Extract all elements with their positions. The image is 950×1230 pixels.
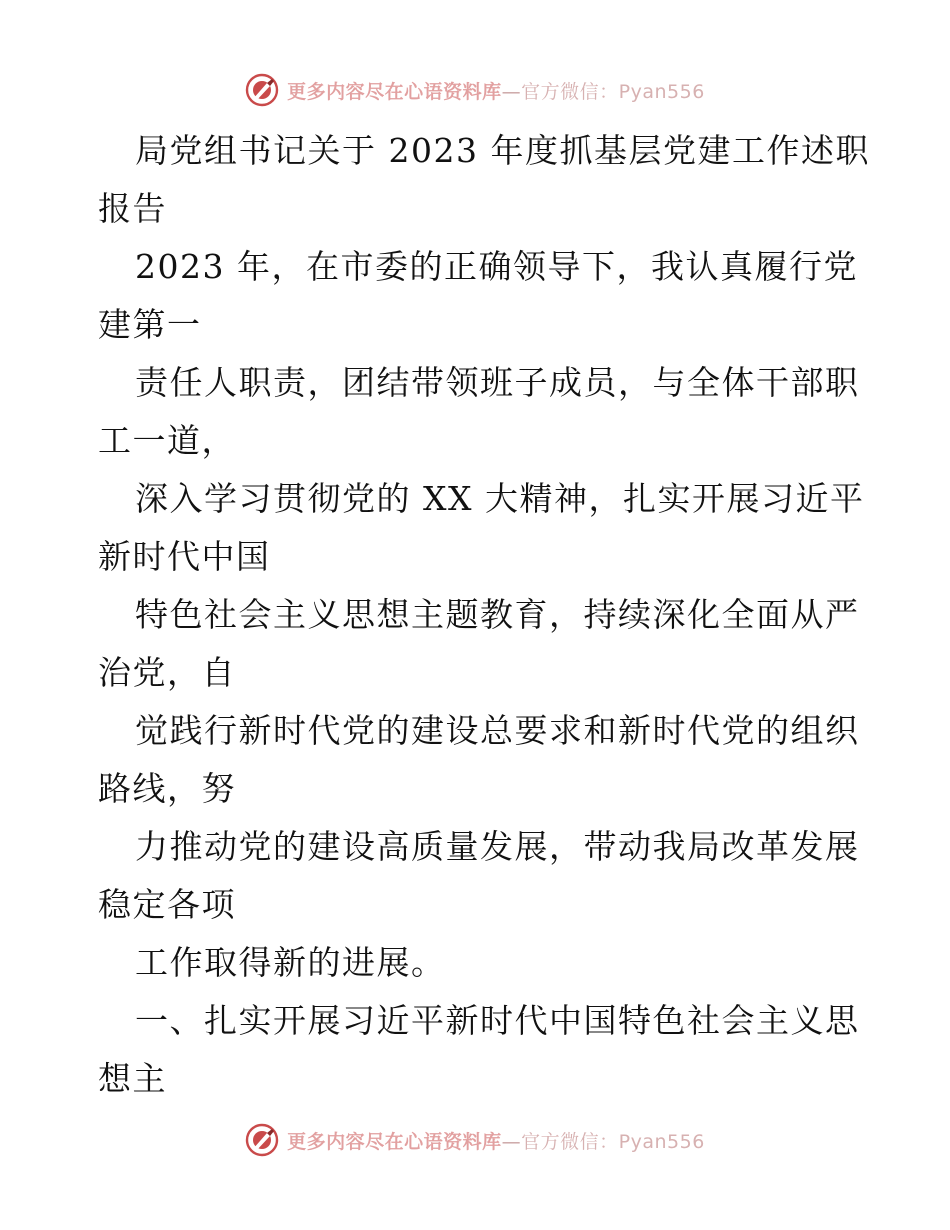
paragraph-line: 特色社会主义思想主题教育，持续深化全面从严: [135, 595, 860, 634]
pen-logo-icon: [245, 1123, 279, 1157]
paragraph-line: 深入学习贯彻党的 XX 大精神，扎实开展习近平: [135, 479, 865, 518]
paragraph-line: 稳定各项: [98, 885, 236, 924]
watermark-wechat-text: 官方微信：Pyan556: [521, 80, 705, 103]
title-line-1: 局党组书记关于 2023 年度抓基层党建工作述职: [135, 131, 870, 170]
watermark-wechat-text: 官方微信：Pyan556: [521, 1130, 705, 1153]
paragraph-line: 工一道，: [98, 421, 236, 460]
document-body: [98, 122, 870, 1108]
watermark-text: [287, 77, 705, 104]
paragraph-line: 新时代中国: [98, 537, 271, 576]
paragraph-line: 觉践行新时代党的建设总要求和新时代党的组织: [135, 711, 860, 750]
paragraph-line: 治党，自: [98, 653, 236, 692]
watermark-separator: —: [501, 80, 522, 103]
pen-logo-icon: [245, 73, 279, 107]
paragraph-line: 力推动党的建设高质量发展，带动我局改革发展: [135, 827, 860, 866]
watermark-main-text: 更多内容尽在心语资料库: [287, 80, 502, 103]
paragraph-line: 工作取得新的进展。: [135, 943, 446, 982]
section-heading-line: 一、扎实开展习近平新时代中国特色社会主义思: [135, 1001, 860, 1040]
watermark-main-text: 更多内容尽在心语资料库: [287, 1130, 502, 1153]
section-heading-line: 想主: [98, 1059, 167, 1098]
watermark-separator: —: [501, 1130, 522, 1153]
watermark-text: [287, 1127, 705, 1154]
paragraph-line: 责任人职责，团结带领班子成员，与全体干部职: [135, 363, 860, 402]
header-watermark-banner: [0, 70, 950, 110]
paragraph-line: 建第一: [98, 305, 202, 344]
title-line-2: 报告: [98, 189, 167, 228]
paragraph-line: 2023 年，在市委的正确领导下，我认真履行党: [135, 247, 858, 286]
paragraph-line: 路线，努: [98, 769, 236, 808]
footer-watermark-banner: [0, 1120, 950, 1160]
